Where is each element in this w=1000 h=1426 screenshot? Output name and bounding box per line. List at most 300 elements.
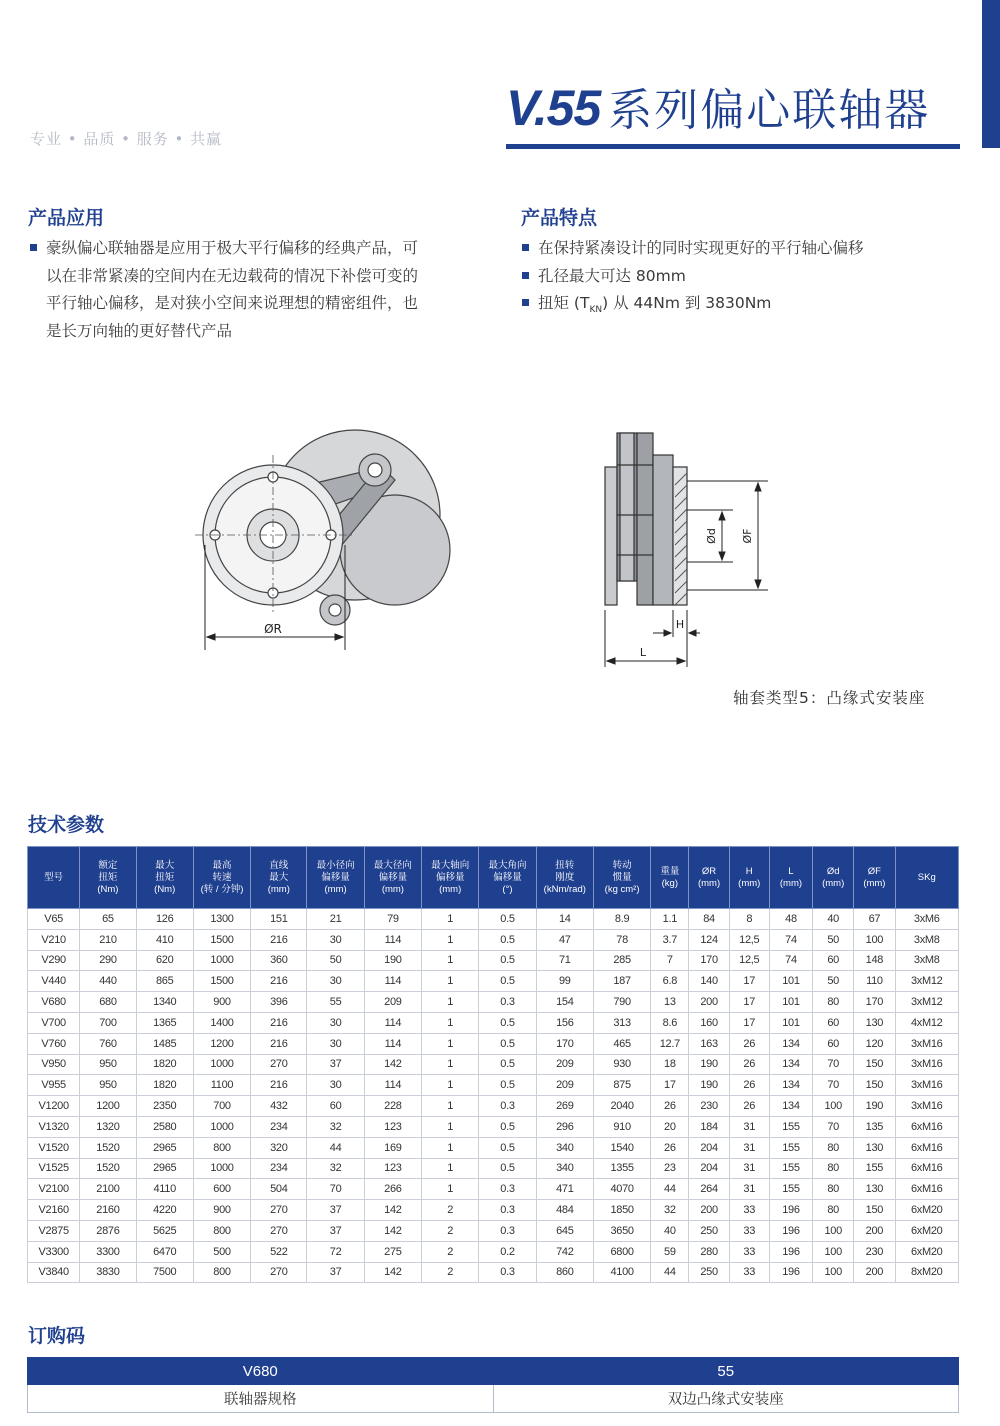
table-cell: 3xM8 [895, 950, 959, 971]
table-cell: 190 [364, 950, 421, 971]
table-row [28, 1179, 959, 1200]
table-cell: 1 [422, 1096, 479, 1117]
table-cell: 204 [689, 1158, 729, 1179]
table-cell: 0.3 [479, 1200, 536, 1221]
header-line: (mm) [267, 883, 290, 895]
table-cell: 123 [364, 1116, 421, 1137]
model-cell: V440 [28, 971, 80, 992]
table-cell: 6xM16 [895, 1179, 959, 1200]
table-cell: 196 [769, 1262, 812, 1283]
header-line: L [788, 865, 794, 877]
table-cell: 600 [193, 1179, 250, 1200]
table-cell: 1820 [136, 1054, 193, 1075]
table-cell: 134 [769, 1054, 812, 1075]
table-cell: 80 [813, 992, 854, 1013]
table-cell: 8.6 [651, 1012, 689, 1033]
table-cell: 209 [536, 1054, 593, 1075]
table-cell: 79 [364, 909, 421, 930]
table-cell: 50 [813, 971, 854, 992]
header-line: 扭矩 [98, 871, 118, 883]
header-line: 额定 [98, 859, 118, 871]
header-line: 最大轴向 [431, 859, 470, 871]
table-cell: 130 [854, 1137, 895, 1158]
header-line: 偏移量 [435, 871, 465, 883]
table-cell: 170 [689, 950, 729, 971]
table-cell: 60 [813, 1012, 854, 1033]
table-cell: 26 [729, 1054, 769, 1075]
header-line: 偏移量 [321, 871, 350, 883]
table-cell: 21 [307, 909, 364, 930]
table-cell: 142 [364, 1220, 421, 1241]
table-cell: 114 [364, 1033, 421, 1054]
table-cell: 37 [307, 1054, 364, 1075]
header-line: 最高 [212, 859, 232, 871]
table-cell: 270 [251, 1220, 307, 1241]
table-column-header [593, 847, 650, 909]
table-row [28, 1241, 959, 1262]
table-row [28, 1012, 959, 1033]
table-cell: 37 [307, 1220, 364, 1241]
table-cell: 1540 [593, 1137, 650, 1158]
table-cell: 216 [251, 1033, 307, 1054]
bullet-icon [522, 244, 529, 251]
table-cell: 26 [729, 1033, 769, 1054]
table-cell: 0.5 [479, 1158, 536, 1179]
table-row [28, 929, 959, 950]
model-cell: V65 [28, 909, 80, 930]
table-cell: 6xM20 [895, 1241, 959, 1262]
table-cell: 1000 [193, 1116, 250, 1137]
table-row [28, 1220, 959, 1241]
model-cell: V1320 [28, 1116, 80, 1137]
table-cell: 500 [193, 1241, 250, 1262]
table-cell: 70 [813, 1075, 854, 1096]
table-cell: 160 [689, 1012, 729, 1033]
table-cell: 1 [422, 1158, 479, 1179]
table-cell: 270 [251, 1054, 307, 1075]
table-cell: 155 [769, 1179, 812, 1200]
table-cell: 101 [769, 971, 812, 992]
table-row [28, 971, 959, 992]
table-cell: 2 [422, 1220, 479, 1241]
table-cell: 196 [769, 1200, 812, 1221]
header-line: 型号 [44, 871, 64, 883]
table-cell: 6xM16 [895, 1116, 959, 1137]
table-cell: 440 [80, 971, 136, 992]
table-cell: 900 [193, 992, 250, 1013]
table-cell: 70 [813, 1054, 854, 1075]
model-cell: V2875 [28, 1220, 80, 1241]
feature-item: 孔径最大可达 80mm [522, 263, 962, 291]
table-row [28, 909, 959, 930]
table-cell: 200 [854, 1262, 895, 1283]
table-column-header [422, 847, 479, 909]
table-cell: 80 [813, 1179, 854, 1200]
table-cell: 60 [813, 1033, 854, 1054]
model-cell: V3840 [28, 1262, 80, 1283]
table-row [28, 1200, 959, 1221]
table-cell: 7500 [136, 1262, 193, 1283]
table-cell: 13 [651, 992, 689, 1013]
table-cell: 17 [651, 1075, 689, 1096]
table-cell: 142 [364, 1200, 421, 1221]
table-cell: 5625 [136, 1220, 193, 1241]
table-cell: 645 [536, 1220, 593, 1241]
table-row [28, 1033, 959, 1054]
table-cell: 432 [251, 1096, 307, 1117]
table-cell: 80 [813, 1200, 854, 1221]
table-cell: 30 [307, 971, 364, 992]
table-cell: 1200 [80, 1096, 136, 1117]
table-cell: 6xM16 [895, 1137, 959, 1158]
model-cell: V2160 [28, 1200, 80, 1221]
table-row [28, 992, 959, 1013]
table-cell: 169 [364, 1137, 421, 1158]
table-cell: 3830 [80, 1262, 136, 1283]
table-cell: 100 [813, 1241, 854, 1262]
table-cell: 70 [813, 1116, 854, 1137]
table-cell: 114 [364, 929, 421, 950]
table-cell: 1500 [193, 929, 250, 950]
table-cell: 71 [536, 950, 593, 971]
table-row [28, 1054, 959, 1075]
table-cell: 6xM20 [895, 1220, 959, 1241]
title-underline [506, 144, 960, 149]
table-cell: 124 [689, 929, 729, 950]
table-cell: 37 [307, 1200, 364, 1221]
order-heading: 订购码 [28, 1325, 86, 1347]
dimension-r-label: ØR [264, 622, 282, 636]
table-cell: 114 [364, 1075, 421, 1096]
table-column-header [689, 847, 729, 909]
table-cell: 84 [689, 909, 729, 930]
table-cell: 37 [307, 1262, 364, 1283]
application-heading: 产品应用 [28, 207, 105, 229]
table-cell: 100 [854, 929, 895, 950]
table-cell: 0.5 [479, 1116, 536, 1137]
table-cell: 47 [536, 929, 593, 950]
table-cell: 123 [364, 1158, 421, 1179]
table-cell: 3xM16 [895, 1075, 959, 1096]
header-line: 最大径向 [373, 859, 412, 871]
table-cell: 110 [854, 971, 895, 992]
header-line: (kNm/rad) [543, 883, 586, 895]
table-cell: 135 [854, 1116, 895, 1137]
table-cell: 23 [651, 1158, 689, 1179]
header-line: (mm) [779, 877, 803, 889]
feature-item: 在保持紧凑设计的同时实现更好的平行轴心偏移 [522, 235, 962, 263]
table-cell: 234 [251, 1116, 307, 1137]
bullet-icon [522, 299, 529, 306]
table-cell: 200 [689, 992, 729, 1013]
table-cell: 70 [307, 1179, 364, 1200]
table-cell: 1100 [193, 1075, 250, 1096]
table-cell: 12.7 [651, 1033, 689, 1054]
table-cell: 800 [193, 1137, 250, 1158]
table-cell: 200 [854, 1220, 895, 1241]
table-cell: 270 [251, 1200, 307, 1221]
table-cell: 313 [593, 1012, 650, 1033]
table-cell: 130 [854, 1012, 895, 1033]
header-line: (mm) [822, 877, 845, 889]
table-cell: 30 [307, 1012, 364, 1033]
page-title [506, 74, 930, 138]
table-column-header [854, 847, 895, 909]
application-line: 以在非常紧凑的空间内在无边载荷的情况下补偿可变的 [46, 266, 419, 285]
table-cell: 471 [536, 1179, 593, 1200]
table-cell: 114 [364, 971, 421, 992]
table-cell: 2350 [136, 1096, 193, 1117]
table-cell: 210 [80, 929, 136, 950]
table-cell: 296 [536, 1116, 593, 1137]
header-line: 最小径向 [316, 859, 355, 871]
table-cell: 340 [536, 1158, 593, 1179]
table-cell: 26 [729, 1075, 769, 1096]
order-desc-size: 联轴器规格 [28, 1385, 494, 1413]
table-cell: 33 [729, 1220, 769, 1241]
table-cell: 32 [307, 1116, 364, 1137]
model-cell: V680 [28, 992, 80, 1013]
table-cell: 3xM12 [895, 971, 959, 992]
table-cell: 3300 [80, 1241, 136, 1262]
table-cell: 1300 [193, 909, 250, 930]
order-code-table [27, 1357, 959, 1413]
table-cell: 0.5 [479, 950, 536, 971]
table-cell: 3xM16 [895, 1054, 959, 1075]
table-cell: 60 [813, 950, 854, 971]
table-cell: 250 [689, 1262, 729, 1283]
table-cell: 0.5 [479, 971, 536, 992]
table-column-header [729, 847, 769, 909]
table-cell: 4070 [593, 1179, 650, 1200]
table-cell: 78 [593, 929, 650, 950]
table-cell: 1 [422, 1012, 479, 1033]
table-cell: 2 [422, 1262, 479, 1283]
table-cell: 31 [729, 1116, 769, 1137]
table-cell: 0.3 [479, 1096, 536, 1117]
header-line: ØF [867, 865, 881, 877]
table-cell: 204 [689, 1137, 729, 1158]
model-cell: V290 [28, 950, 80, 971]
table-cell: 1 [422, 992, 479, 1013]
table-cell: 900 [193, 1200, 250, 1221]
table-cell: 0.2 [479, 1241, 536, 1262]
table-cell: 44 [651, 1262, 689, 1283]
table-cell: 1365 [136, 1012, 193, 1033]
header-line: Ød [826, 865, 840, 877]
table-cell: 2876 [80, 1220, 136, 1241]
table-cell: 60 [307, 1096, 364, 1117]
table-cell: 1000 [193, 1054, 250, 1075]
header-line: (转 / 分钟) [200, 883, 244, 895]
title-model: V.55 [506, 80, 601, 136]
table-cell: 80 [813, 1158, 854, 1179]
table-cell: 120 [854, 1033, 895, 1054]
table-cell: 865 [136, 971, 193, 992]
table-cell: 8 [729, 909, 769, 930]
table-cell: 3.7 [651, 929, 689, 950]
model-cell: V2100 [28, 1179, 80, 1200]
table-cell: 1 [422, 929, 479, 950]
table-cell: 17 [729, 992, 769, 1013]
table-cell: 31 [729, 1158, 769, 1179]
dimension-l-label: L [639, 646, 647, 659]
dimension-h-label: H [675, 618, 685, 631]
table-cell: 1400 [193, 1012, 250, 1033]
table-cell: 26 [651, 1137, 689, 1158]
application-line: 平行轴心偏移，是对狭小空间来说理想的精密组件，也 [46, 294, 419, 312]
table-cell: 74 [769, 929, 812, 950]
table-cell: 44 [307, 1137, 364, 1158]
dimension-d-label: Ød [705, 528, 718, 544]
table-cell: 190 [689, 1054, 729, 1075]
order-desc-hub-type: 双边凸缘式安装座 [493, 1385, 959, 1413]
table-cell: 8xM20 [895, 1262, 959, 1283]
table-cell: 910 [593, 1116, 650, 1137]
table-cell: 100 [813, 1220, 854, 1241]
table-cell: 620 [136, 950, 193, 971]
drawing-caption: 轴套类型5：凸缘式安装座 [733, 689, 926, 707]
model-cell: V3300 [28, 1241, 80, 1262]
table-column-header [80, 847, 136, 909]
table-cell: 320 [251, 1137, 307, 1158]
table-cell: 2 [422, 1241, 479, 1262]
table-row [28, 1116, 959, 1137]
table-cell: 6.8 [651, 971, 689, 992]
table-cell: 1 [422, 1137, 479, 1158]
table-cell: 484 [536, 1200, 593, 1221]
table-cell: 0.3 [479, 1220, 536, 1241]
table-cell: 680 [80, 992, 136, 1013]
header-line: 转速 [212, 871, 232, 883]
table-cell: 156 [536, 1012, 593, 1033]
application-line: 豪纵偏心联轴器是应用于极大平行偏移的经典产品，可 [30, 235, 480, 263]
table-cell: 1 [422, 1116, 479, 1137]
table-cell: 3xM6 [895, 909, 959, 930]
table-cell: 1320 [80, 1116, 136, 1137]
table-cell: 1500 [193, 971, 250, 992]
model-cell: V760 [28, 1033, 80, 1054]
table-cell: 50 [813, 929, 854, 950]
table-cell: 196 [769, 1220, 812, 1241]
table-cell: 190 [854, 1096, 895, 1117]
table-cell: 17 [729, 1012, 769, 1033]
table-cell: 270 [251, 1262, 307, 1283]
table-cell: 228 [364, 1096, 421, 1117]
header-line: (mm) [738, 877, 761, 889]
table-cell: 67 [854, 909, 895, 930]
table-cell: 150 [854, 1054, 895, 1075]
table-cell: 12,5 [729, 950, 769, 971]
table-cell: 74 [769, 950, 812, 971]
table-cell: 134 [769, 1075, 812, 1096]
table-column-header [813, 847, 854, 909]
header-line: 扭转 [555, 859, 575, 871]
table-cell: 32 [307, 1158, 364, 1179]
order-code-size: V680 [28, 1358, 494, 1385]
table-cell: 0.5 [479, 1054, 536, 1075]
table-cell: 17 [729, 971, 769, 992]
table-column-header [536, 847, 593, 909]
table-cell: 1850 [593, 1200, 650, 1221]
table-cell: 7 [651, 950, 689, 971]
header-line: (kg) [661, 877, 679, 889]
table-column-header [251, 847, 307, 909]
table-cell: 44 [651, 1179, 689, 1200]
table-cell: 230 [854, 1241, 895, 1262]
table-cell: 30 [307, 929, 364, 950]
table-cell: 290 [80, 950, 136, 971]
header-line: 刚度 [555, 871, 575, 883]
table-cell: 2160 [80, 1200, 136, 1221]
header-line: 最大 [155, 859, 175, 871]
table-cell: 2965 [136, 1137, 193, 1158]
model-cell: V1200 [28, 1096, 80, 1117]
table-cell: 170 [854, 992, 895, 1013]
header-line: H [745, 865, 753, 877]
table-cell: 700 [193, 1096, 250, 1117]
table-cell: 1 [422, 971, 479, 992]
header-line: 重量 [660, 865, 680, 877]
table-cell: 1340 [136, 992, 193, 1013]
table-cell: 0.5 [479, 1075, 536, 1096]
table-cell: 2 [422, 1200, 479, 1221]
table-cell: 130 [854, 1179, 895, 1200]
header-line: (mm) [439, 883, 462, 895]
table-cell: 875 [593, 1075, 650, 1096]
table-cell: 150 [854, 1200, 895, 1221]
table-cell: 2040 [593, 1096, 650, 1117]
table-cell: 4100 [593, 1262, 650, 1283]
table-cell: 360 [251, 950, 307, 971]
title-series-name: 系列偏心联轴器 [608, 85, 931, 136]
header-line: (mm) [697, 877, 721, 889]
table-cell: 1000 [193, 950, 250, 971]
features-list [522, 235, 962, 325]
model-cell: V1525 [28, 1158, 80, 1179]
table-cell: 33 [729, 1241, 769, 1262]
table-cell: 30 [307, 1075, 364, 1096]
bullet-icon [522, 272, 529, 279]
table-cell: 126 [136, 909, 193, 930]
table-cell: 0.5 [479, 1012, 536, 1033]
table-cell: 216 [251, 971, 307, 992]
table-column-header [193, 847, 250, 909]
header-line: (Nm) [154, 883, 176, 895]
table-cell: 80 [813, 1137, 854, 1158]
table-cell: 196 [769, 1241, 812, 1262]
header-line: (Nm) [97, 883, 119, 895]
dimension-f-label: ØF [741, 528, 754, 544]
table-cell: 134 [769, 1033, 812, 1054]
table-cell: 50 [307, 950, 364, 971]
table-cell: 1520 [80, 1158, 136, 1179]
model-cell: V950 [28, 1054, 80, 1075]
table-row [28, 1137, 959, 1158]
table-cell: 742 [536, 1241, 593, 1262]
table-cell: 3650 [593, 1220, 650, 1241]
header-line: (mm) [381, 883, 404, 895]
table-cell: 20 [651, 1116, 689, 1137]
application-line: 是长万向轴的更好替代产品 [46, 321, 233, 340]
table-cell: 0.5 [479, 909, 536, 930]
model-cell: V1520 [28, 1137, 80, 1158]
table-cell: 1355 [593, 1158, 650, 1179]
table-column-header [136, 847, 193, 909]
table-cell: 250 [689, 1220, 729, 1241]
header-line: 偏移量 [378, 871, 408, 883]
table-cell: 200 [689, 1200, 729, 1221]
